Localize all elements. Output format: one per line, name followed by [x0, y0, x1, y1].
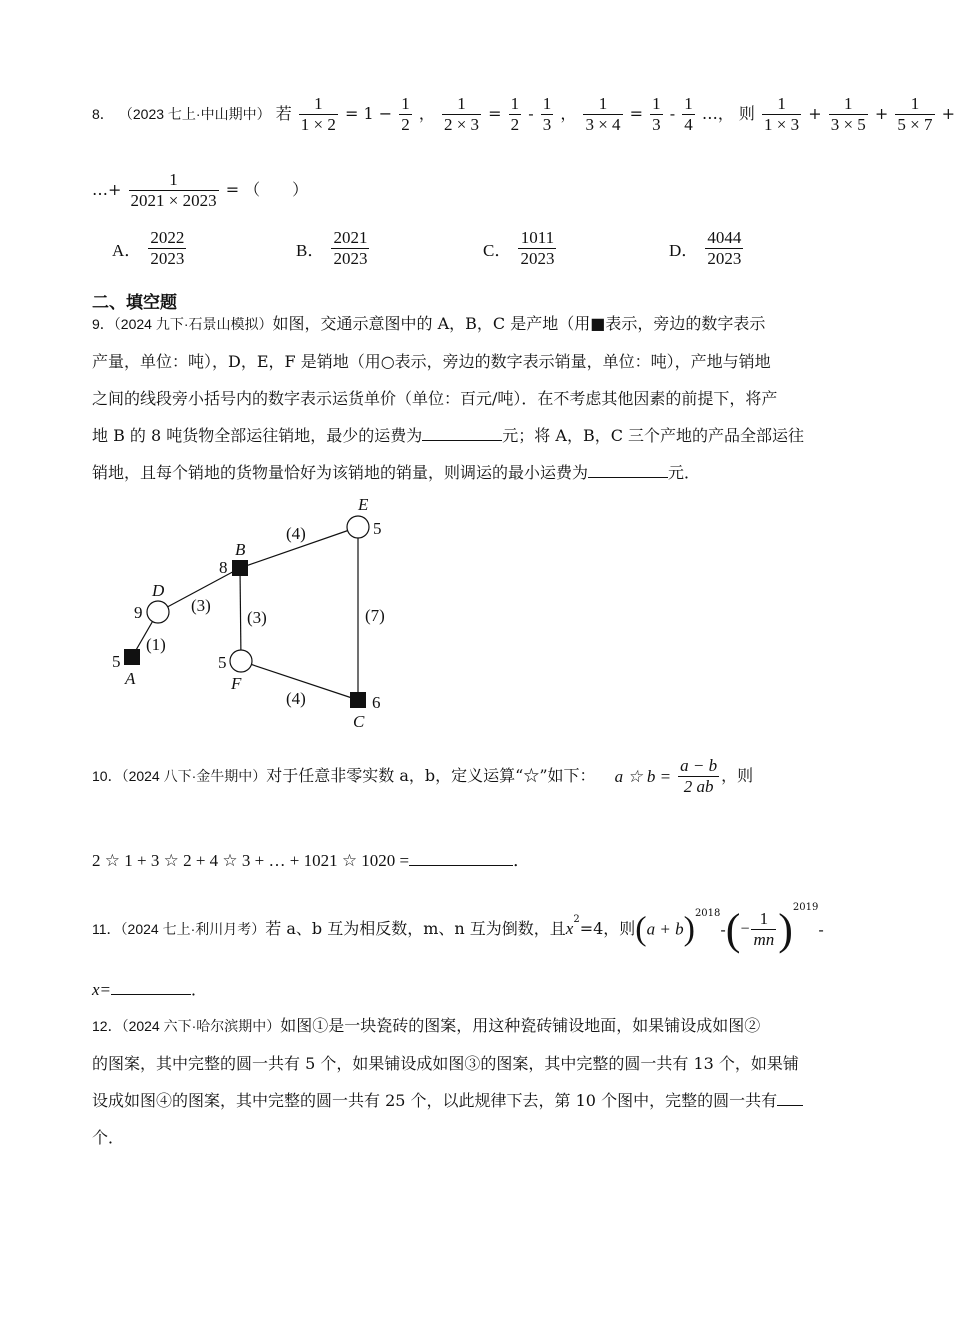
option-label: D． [669, 241, 699, 260]
q10-def-lhs: a ☆ b = [614, 766, 672, 786]
q12-line3: 设成如图④的图案，其中完整的圆一共有 25 个，以此规律下去，第 10 个图中，完整的圆一共有 [92, 1091, 778, 1110]
minus: - [818, 920, 824, 939]
q8-answer-paren: = （ ） [225, 180, 309, 199]
q9-line4a: 地 B 的 8 吨货物全部运往销地，最少的运费为 [92, 426, 423, 445]
fraction: $\frac{1}{4}$ [684, 94, 693, 134]
fraction: $\frac{2021}{2023}$ [333, 228, 368, 268]
option-label: C． [483, 241, 512, 260]
fraction: $\frac{1}{2}$ [401, 94, 410, 134]
qty-A: 5 [112, 652, 121, 671]
edge-BF [240, 568, 241, 661]
label-D: D [152, 581, 165, 600]
equals: = [488, 104, 502, 123]
paren-close: ) [683, 910, 695, 948]
q10-expression: 2 ☆ 1 + 3 ☆ 2 + 4 ☆ 3 + … + 1021 ☆ 1020 = [92, 851, 410, 870]
label-C: C [353, 712, 365, 731]
q12-number: 12． [92, 1018, 122, 1034]
paren-open: ( [635, 910, 647, 948]
negative-sign: − [740, 920, 750, 938]
fraction: $\frac{1}{3}$ [652, 94, 661, 134]
q10-end: ． [513, 851, 531, 870]
q11-text: 若 a、b 互为相反数，m、n 互为倒数，且 [265, 919, 566, 938]
fraction: $\frac{4044}{2023}$ [707, 228, 742, 268]
q9-number: 9． [92, 316, 114, 332]
cost-FC: (4) [286, 689, 306, 708]
q10-text: 对于任意非零实数 a，b，定义运算“☆”如下： [266, 766, 596, 785]
equals: = 1 − [344, 104, 393, 123]
node-C [350, 692, 366, 708]
q10-source: （2024 八下·金牛期中） [121, 768, 267, 784]
ellipsis-plus: …+ [92, 180, 122, 199]
q11-end: ． [191, 980, 208, 999]
fraction: $\frac{1}{2 \times 3}$ [443, 94, 480, 134]
q8-if: 若 [275, 104, 292, 123]
fraction: $\frac{1}{2}$ [510, 94, 520, 134]
q10-line1 [92, 756, 753, 797]
option-label: B． [296, 241, 325, 260]
fraction: $\frac{1}{1 \times 2}$ [300, 94, 336, 134]
q12-source: （2024 六下·哈尔滨期中） [121, 1018, 281, 1034]
q10-number: 10． [92, 768, 122, 784]
exponent: 2019 [792, 902, 819, 913]
minus: - [720, 920, 726, 939]
q9-source: （2024 九下·石景山模拟） [113, 316, 273, 332]
comma: ， [560, 104, 577, 123]
answer-blank[interactable] [777, 1087, 803, 1106]
cost-DB: (3) [191, 596, 211, 615]
q9-line1: 如图，交通示意图中的 A，B，C 是产地（用■表示，旁边的数字表示 [272, 314, 766, 333]
plus: + [808, 104, 822, 123]
answer-blank[interactable] [111, 976, 191, 995]
label-F: F [231, 674, 242, 693]
fraction: $\frac{1}{mn}$ [753, 909, 775, 949]
q8-then: 则 [738, 104, 755, 123]
q10-then: ，则 [721, 766, 754, 785]
paren-close: ) [778, 905, 793, 954]
q12-line4: 个． [92, 1128, 125, 1147]
node-A [124, 649, 140, 665]
comma: ， [418, 104, 435, 123]
q11-source: （2024 七上·利川月考） [120, 921, 266, 937]
q10-line2 [92, 846, 530, 871]
q11-line1 [92, 902, 824, 955]
label-B: B [235, 540, 246, 559]
fraction: $\frac{1011}{2023}$ [520, 228, 555, 268]
q9-line3: 之间的线段旁小括号内的数字表示运货单价（单位：百元/吨）．在不考虑其他因素的前提下，将产 [92, 389, 778, 408]
paren-open: ( [725, 905, 741, 954]
q9-line5a: 销地，且每个销地的货物量恰好为该销地的销量，则调运的最小运费为 [92, 463, 589, 482]
plus: + [874, 104, 889, 123]
qty-F: 5 [218, 653, 227, 672]
minus: - [669, 104, 676, 123]
q9-line5b: 元． [668, 463, 701, 482]
fraction: $\frac{1}{3 \times 5}$ [830, 94, 866, 134]
plus: + [941, 104, 955, 123]
label-E: E [358, 495, 369, 514]
fraction: $\frac{2022}{2023}$ [150, 228, 185, 268]
option-label: A． [112, 241, 142, 260]
q12-text [92, 1007, 862, 1156]
qty-E: 5 [373, 519, 382, 538]
cost-EC: (7) [365, 606, 385, 625]
fraction: $\frac{1}{1 \times 3}$ [764, 94, 800, 134]
q11-eq: =4，则 [579, 919, 636, 938]
fraction: $\frac{1}{5 \times 7}$ [897, 94, 933, 134]
q12-line1: 如图①是一块瓷砖的图案，用这种瓷砖铺设地面，如果铺设成如图② [280, 1016, 761, 1035]
q12-line2: 的图案，其中完整的圆一共有 5 个，如果铺设成如图③的图案，其中完整的圆一共有 13 个，如果铺 [92, 1054, 799, 1073]
node-B [232, 560, 248, 576]
cost-AD: (1) [146, 635, 166, 654]
q11-number: 11． [92, 921, 121, 937]
qty-B: 8 [219, 558, 228, 577]
node-E [347, 516, 369, 538]
ellipsis: …， [701, 104, 734, 123]
node-D [147, 601, 169, 623]
fraction: $\frac{1}{2021 \times 2023}$ [130, 170, 217, 210]
equals: = [629, 104, 644, 123]
q11-line2 [92, 976, 207, 1000]
q8-number: 8． [92, 106, 114, 122]
var-x: x [565, 919, 574, 938]
cost-BF: (3) [247, 608, 267, 627]
q9-line2: 产量，单位：吨），D，E，F 是销地（用○表示，旁边的数字表示销量，单位：吨），产地与销地 [92, 352, 771, 371]
minus: - [528, 104, 534, 123]
fraction: $\frac{1}{3}$ [542, 94, 552, 134]
section-heading: 二、填空题 [92, 293, 177, 313]
exponent: 2018 [694, 908, 721, 919]
fraction: $\frac{a - b}{2 ab}$ [680, 756, 718, 796]
qty-D: 9 [134, 603, 143, 622]
q11-xeq: x= [92, 980, 112, 999]
sum-ab: a + b [646, 919, 684, 939]
node-F [230, 650, 252, 672]
label-A: A [125, 669, 136, 688]
exponent: 2 [573, 914, 580, 925]
fraction: $\frac{1}{3 \times 4}$ [585, 94, 621, 134]
answer-blank[interactable] [409, 847, 513, 866]
qty-C: 6 [372, 693, 381, 712]
q9-line4b: 元；将 A，B，C 三个产地的产品全部运往 [502, 426, 805, 445]
cost-BE: (4) [286, 524, 306, 543]
q8-source: （2023 七上·中山期中） [118, 106, 271, 122]
